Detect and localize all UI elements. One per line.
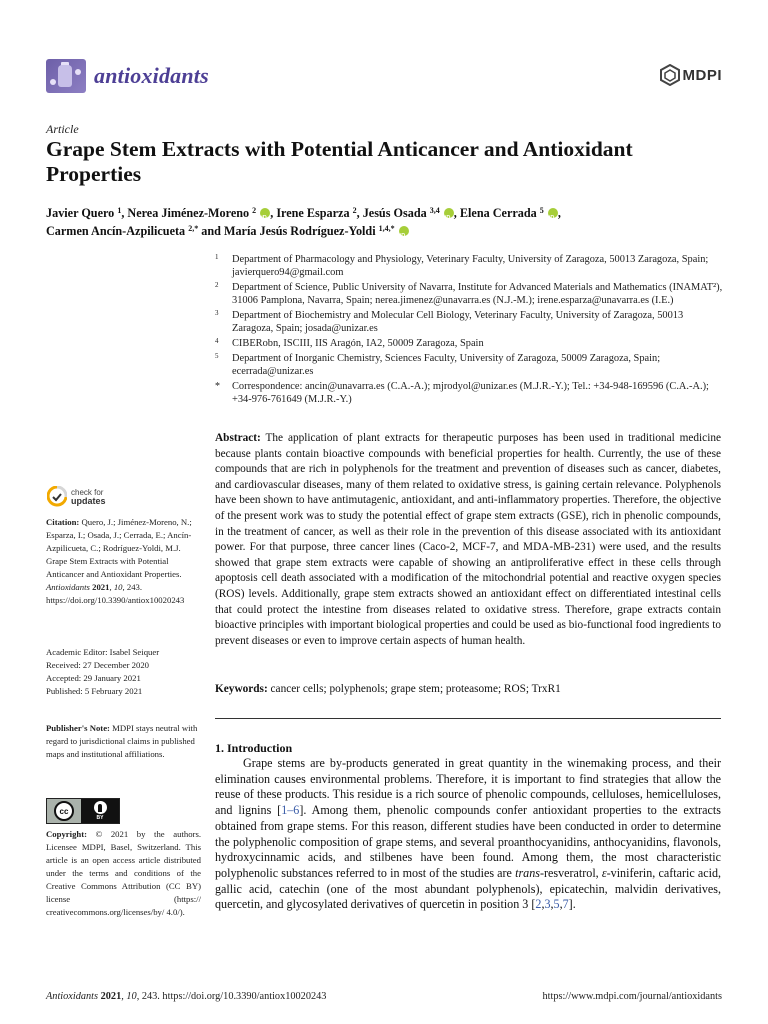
article-title: Grape Stem Extracts with Potential Anticancer and Antioxidant Properties — [46, 137, 633, 186]
affiliations — [215, 253, 725, 408]
author-list: Javier Quero $^1$, Nerea Jiménez-Moreno $^2$ iD , Irene Esparza $^2$, Jesús Osada $^{3,4}$ iD , Elena Cerrada $^5$ iD , Carmen Ancín-Azpilicueta $^{2,*}$ and María Jesús Rodríguez-Yoldi $^{1,4,*}$ iD — [46, 204, 666, 240]
cc-icon: cc — [54, 801, 74, 821]
section-heading-introduction: 1. Introduction — [215, 741, 293, 755]
keywords-label: Keywords: — [215, 683, 268, 695]
journal-name[interactable]: antioxidants — [94, 63, 209, 88]
author-affiliation-marker: 3,4 — [429, 206, 440, 215]
copyright: Copyright: © 2021 by the authors. Licensee MDPI, Basel, Switzerland. This article is an open access article distributed under the terms and conditions of the Creative Commons Attribution (CC BY) license (https:// creativecommons.org/licenses/by/ 4.0/). — [46, 829, 201, 917]
reference-link[interactable]: 1–6 — [281, 803, 300, 818]
orcid-icon[interactable] — [260, 208, 270, 218]
received-date: Received: 27 December 2020 — [46, 660, 150, 670]
orcid-icon[interactable] — [444, 208, 454, 218]
intro-paragraph: Grape stems are by-products generated in great quantity in the winemaking process, and their elimination causes environmental problems. Therefore, it is important to find strategies that allow the reuse of these products. This residue is a rich source of phenolic compounds, celluloses, hemicelluloses, and lignins [1–6]. Among them, phenolic compounds confer antioxidant properties to the extracts obtained from grape stems. For this reason, different studies have been conducted in order to determine the polyphenolic composition of grape stems, and several proanthocyanidins, anthocyanidins, flavonols, hydroxycinnamic acids, and stilbenes have been found. Among them, the most characteristic polyphenolic substances referred to in most of the studies are trans-resveratrol, ε-viniferin, caftaric acid, gallic acid, catechin (one of the most abundant polyphenols), epicatechin, malvidin derivatives, quercetin, and glycosylated derivatives of quercetin in position 3 [2,3,5,7]. — [215, 756, 722, 912]
footer-journal-url[interactable]: https://www.mdpi.com/journal/antioxidants — [542, 991, 722, 1002]
reference-link[interactable]: 5 — [553, 897, 560, 912]
affiliation-item: 2 Department of Science, Public University of Navarra, Institute for Advanced Materials and Mathematics (INAMAT²), 31006 Pamplona, Navarra, Spain; nerea.jimenez@unavarra.es (N.J.-M.); irene.esparza@unavarra.es (I.E.) — [215, 281, 723, 307]
journal-header — [46, 58, 209, 94]
affiliation-item: 4 CIBERobn, ISCIII, IIS Aragón, IA2, 50009 Zaragoza, Spain — [215, 337, 484, 349]
section-divider — [215, 718, 721, 719]
keywords-text: cancer cells; polyphenols; grape stem; proteasome; ROS; TrxR1 — [270, 683, 561, 695]
citation: Citation: Quero, J.; Jiménez-Moreno, N.; Esparza, I.; Osada, J.; Cerrada, E.; Ancín-Azpilicueta, C.; Rodríguez-Yoldi, M.J. Grape Stem Extracts with Potential Anticancer and Antioxidant Properties. Antioxidants 2021, 10, 243. https://doi.org/10.3390/antiox10020243 — [46, 517, 192, 605]
academic-editor: Academic Editor: Isabel Seiquer — [46, 647, 160, 657]
author-name[interactable]: Elena Cerrada — [459, 206, 537, 220]
affiliation-item: 5 Department of Inorganic Chemistry, Sciences Faculty, University of Zaragoza, 50009 Zaragoza, Spain; ecerrada@unizar.es — [215, 351, 661, 377]
author-name[interactable]: Carmen Ancín-Azpilicueta — [46, 224, 186, 238]
footer-citation[interactable]: Antioxidants 2021, 10, 243. https://doi.org/10.3390/antiox10020243 — [46, 991, 327, 1002]
author-affiliation-marker: 2 — [252, 206, 257, 215]
cc-by-license-badge[interactable]: cc BY — [46, 798, 120, 824]
author-name[interactable]: Jesús Osada — [362, 206, 427, 220]
attribution-person-icon — [94, 801, 107, 814]
article-type: Article — [46, 122, 79, 136]
published-date: Published: 5 February 2021 — [46, 686, 143, 696]
author-name[interactable]: Nerea Jiménez-Moreno — [127, 206, 250, 220]
author-affiliation-marker: 1,4,* — [378, 224, 395, 233]
mdpi-hexagon-icon — [660, 64, 680, 86]
affiliation-item: * Correspondence: ancin@unavarra.es (C.A.-A.); mjrodyol@unizar.es (M.J.R.-Y.); Tel.: +34-948-169596 (C.A.-A.); +34-976-761649 (M.J.R.-Y.) — [215, 380, 709, 405]
author-name[interactable]: María Jesús Rodríguez-Yoldi — [223, 224, 376, 238]
author-affiliation-marker: 2 — [352, 206, 357, 215]
reference-link[interactable]: 3 — [544, 897, 551, 912]
author-name[interactable]: Javier Quero — [46, 206, 115, 220]
author-name[interactable]: Irene Esparza — [276, 206, 350, 220]
orcid-icon[interactable] — [399, 226, 409, 236]
abstract-label: Abstract: — [215, 432, 261, 444]
publisher-name: MDPI — [682, 66, 722, 84]
publishers-note: Publisher's Note: MDPI stays neutral with regard to jurisdictional claims in published maps and institutional affiliations. — [46, 723, 198, 759]
author-affiliation-marker: 1 — [117, 206, 122, 215]
check-updates-icon — [47, 486, 67, 508]
publisher-logo[interactable] — [660, 64, 723, 86]
reference-link[interactable]: 7 — [562, 897, 569, 912]
affiliation-item: 1 Department of Pharmacology and Physiology, Veterinary Faculty, University of Zaragoza, 50013 Zaragoza, Spain; javierquero94@gmail.com — [215, 253, 709, 279]
journal-logo-icon — [46, 59, 86, 93]
author-affiliation-marker: 2,* — [188, 224, 199, 233]
orcid-icon[interactable] — [548, 208, 558, 218]
abstract — [215, 431, 721, 649]
abstract-text: The application of plant extracts for therapeutic purposes has been used in traditional medicine because plants contain bioactive compounds with beneficial properties for health. Currently, the use of these compounds that are rich in polyphenols for the treatment and prevention of diseases such as cancer, diabetes, and cardiovascular diseases, many of them related to oxidative stress, is gaining certain relevance. Polyphenols have been shown to have antimutagenic, antioxidant, and anti-inflammatory properties. Therefore, the objective of the present work was to study the potential effect of grape stem extracts (GSE), rich in phenolic compounds, in the treatment of cancer, as well as their role in the prevention of this disease associated with its antioxidant power. For that purpose, three cancer lines (Caco-2, MCF-7, and MDA-MB-231) were used, and the results showed that grape stem extracts were capable of showing an antiproliferative effect in these cells through apoptosis cell death associated with a modification of the mitochondrial potential and reactive oxygen species (ROS) levels. Additionally, grape stem extracts showed an antioxidant effect on differentiated intestinal cells that could protect the intestine from diseases related to oxidative stress. Therefore, grape extracts contain bioactive principles with important biological properties and could be used as bio-functional food ingredients to prevent diseases or even to improve certain aspects of human health. — [215, 432, 722, 647]
affiliation-item: 3 Department of Biochemistry and Molecular Cell Biology, Veterinary Faculty, University of Zaragoza, 50013 Zaragoza, Spain; josada@unizar.es — [215, 309, 684, 335]
author-affiliation-marker: 5 — [539, 206, 544, 215]
keywords — [215, 682, 721, 697]
check-updates-label: check for updates — [71, 488, 106, 506]
reference-link[interactable]: 2 — [535, 897, 542, 912]
article-dates — [46, 646, 201, 698]
accepted-date: Accepted: 29 January 2021 — [46, 673, 141, 683]
check-for-updates-button[interactable] — [47, 486, 106, 508]
